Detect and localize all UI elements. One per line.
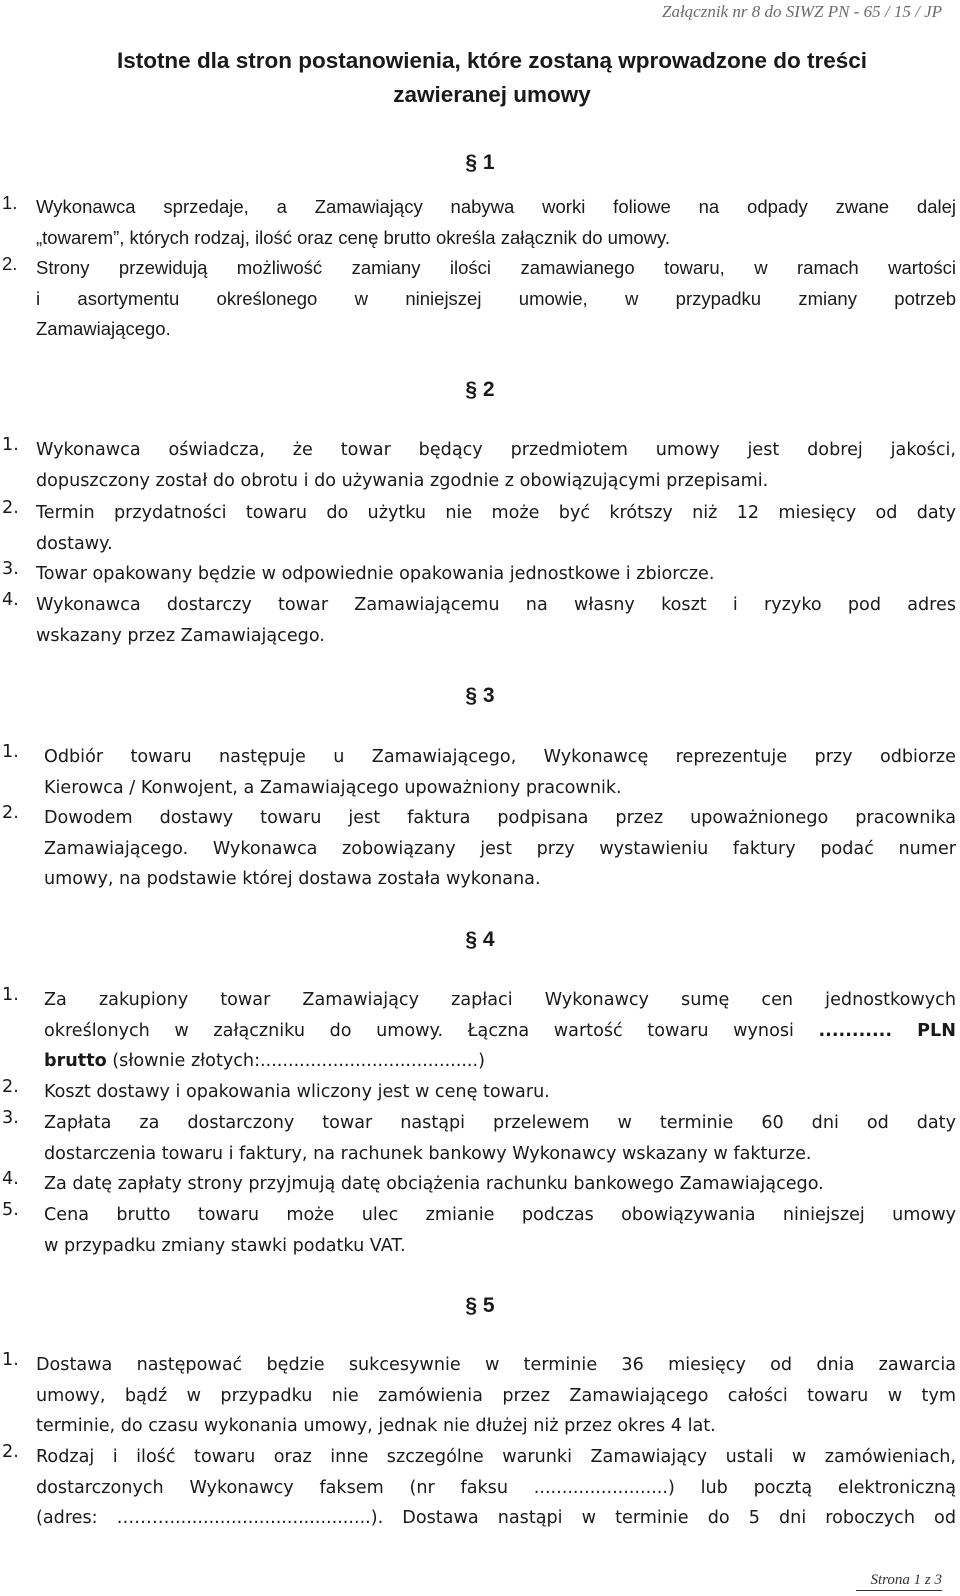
section-heading-1: § 1 bbox=[465, 151, 495, 174]
text-line: Towar opakowany będzie w odpowiednie opakowania jednostkowe i zbiorcze. bbox=[36, 564, 715, 584]
text-line: Odbiór towaru następuje u Zamawiającego, Wykonawcę reprezentuje przy odbiorze bbox=[44, 747, 956, 767]
attachment-note: Załącznik nr 8 do SIWZ PN - 65 / 15 / JP bbox=[661, 2, 942, 21]
item-number: 1. bbox=[2, 435, 19, 455]
item-number: 1. bbox=[2, 1350, 19, 1370]
text-line: dostarczenia towaru i faktury, na rachunek bankowy Wykonawcy wskazany w fakturze. bbox=[44, 1143, 812, 1164]
text-line: Cena brutto towaru może ulec zmianie podczas obowiązywania niniejszej umowy bbox=[44, 1205, 956, 1225]
title-line-1: Istotne dla stron postanowienia, które zostaną wprowadzone do treści bbox=[116, 48, 868, 73]
text-line: wskazany przez Zamawiającego. bbox=[36, 625, 325, 646]
text-line: (adres: ………....................................). Dostawa nastąpi w terminie do 5 dni roboczych od bbox=[36, 1508, 956, 1528]
page-number: Strona 1 z 3 bbox=[870, 1572, 942, 1588]
item-number: 4. bbox=[2, 590, 19, 610]
text-line: Kierowca / Konwojent, a Zamawiającego upoważniony pracownik. bbox=[44, 777, 622, 798]
amount-in-words: (słownie złotych:.......................................) bbox=[106, 1051, 485, 1071]
text-line: Zamawiającego. Wykonawca zobowiązany jest przy wystawieniu faktury podać numer bbox=[44, 838, 956, 859]
document-title bbox=[40, 44, 944, 112]
item-number: 2. bbox=[2, 1077, 19, 1097]
item-number: 1. bbox=[2, 192, 18, 213]
item-number: 5. bbox=[2, 1200, 19, 1220]
section-heading-5: § 5 bbox=[465, 1294, 495, 1317]
text-line: Za datę zapłaty strony przyjmują datę obciążenia rachunku bankowego Zamawiającego. bbox=[44, 1174, 824, 1194]
text-line: dopuszczony został do obrotu i do używania zgodnie z obowiązującymi przepisami. bbox=[36, 470, 769, 491]
item-number: 4. bbox=[2, 1169, 19, 1189]
section-heading-2: § 2 bbox=[465, 378, 495, 401]
text-line: dostarczonych Wykonawcy faksem (nr faksu ........................) lub pocztą elektroniczną bbox=[36, 1477, 956, 1498]
item-number: 3. bbox=[2, 1108, 19, 1128]
text-line: umowy, na podstawie której dostawa została wykonana. bbox=[44, 869, 541, 889]
title-line-2: zawieranej umowy bbox=[393, 82, 591, 107]
item-number: 2. bbox=[2, 498, 19, 518]
item-number: 2. bbox=[2, 1442, 19, 1462]
brutto-label: brutto bbox=[44, 1051, 107, 1071]
text-line: Zamawiającego. bbox=[36, 318, 171, 339]
text-line: Termin przydatności towaru do użytku nie może być krótszy niż 12 miesięcy od daty bbox=[36, 503, 956, 523]
item-number: 2. bbox=[2, 803, 19, 823]
text-line: terminie, do czasu wykonania umowy, jednak nie dłużej niż przez okres 4 lat. bbox=[36, 1416, 716, 1436]
text-line: Za zakupiony towar Zamawiający zapłaci Wykonawcy sumę cen jednostkowych bbox=[44, 990, 956, 1010]
text-line: Zapłata za dostarczony towar nastąpi przelewem w terminie 60 dni od daty bbox=[44, 1113, 956, 1133]
text-line bbox=[44, 1016, 956, 1047]
text-line: Wykonawca sprzedaje, a Zamawiający nabywa worki foliowe na odpady zwane dalej bbox=[36, 196, 956, 217]
text-line: dostawy. bbox=[36, 533, 113, 554]
item-number: 1. bbox=[2, 985, 19, 1005]
item-number: 1. bbox=[2, 742, 19, 762]
text-line: Koszt dostawy i opakowania wliczony jest w cenę towaru. bbox=[44, 1082, 550, 1102]
text-line: umowy, bądź w przypadku nie zamówienia przez Zamawiającego całości towaru w tym bbox=[36, 1385, 956, 1406]
section-heading-3: § 3 bbox=[465, 684, 495, 707]
footer-underline bbox=[856, 1590, 942, 1591]
text-line: „towarem”, których rodzaj, ilość oraz cenę brutto określa załącznik do umowy. bbox=[36, 226, 671, 248]
text-line: Wykonawca oświadcza, że towar będący przedmiotem umowy jest dobrej jakości, bbox=[36, 440, 956, 460]
total-value-text: określonych w załączniku do umowy. Łączna wartość towaru wynosi bbox=[44, 1020, 819, 1041]
item-number: 3. bbox=[2, 559, 19, 579]
text-line: Wykonawca dostarczy towar Zamawiającemu na własny koszt i ryzyko pod adres bbox=[36, 595, 956, 615]
text-line: i asortymentu określonego w niniejszej umowie, w przypadku zmiany potrzeb bbox=[36, 287, 956, 309]
text-line: Dowodem dostawy towaru jest faktura podpisana przez upoważnionego pracownika bbox=[44, 808, 956, 828]
item-number: 2. bbox=[2, 253, 18, 274]
text-line: w przypadku zmiany stawki podatku VAT. bbox=[44, 1235, 406, 1256]
text-line: Dostawa następować będzie sukcesywnie w terminie 36 miesięcy od dnia zawarcia bbox=[36, 1355, 956, 1375]
text-line: Strony przewidują możliwość zamiany ilości zamawianego towaru, w ramach wartości bbox=[36, 257, 956, 278]
text-line: Rodzaj i ilość towaru oraz inne szczególne warunki Zamawiający ustali w zamówieniach, bbox=[36, 1447, 956, 1467]
price-placeholder: ........... PLN bbox=[818, 1020, 956, 1041]
section-heading-4: § 4 bbox=[465, 928, 495, 951]
text-line bbox=[44, 1046, 956, 1077]
